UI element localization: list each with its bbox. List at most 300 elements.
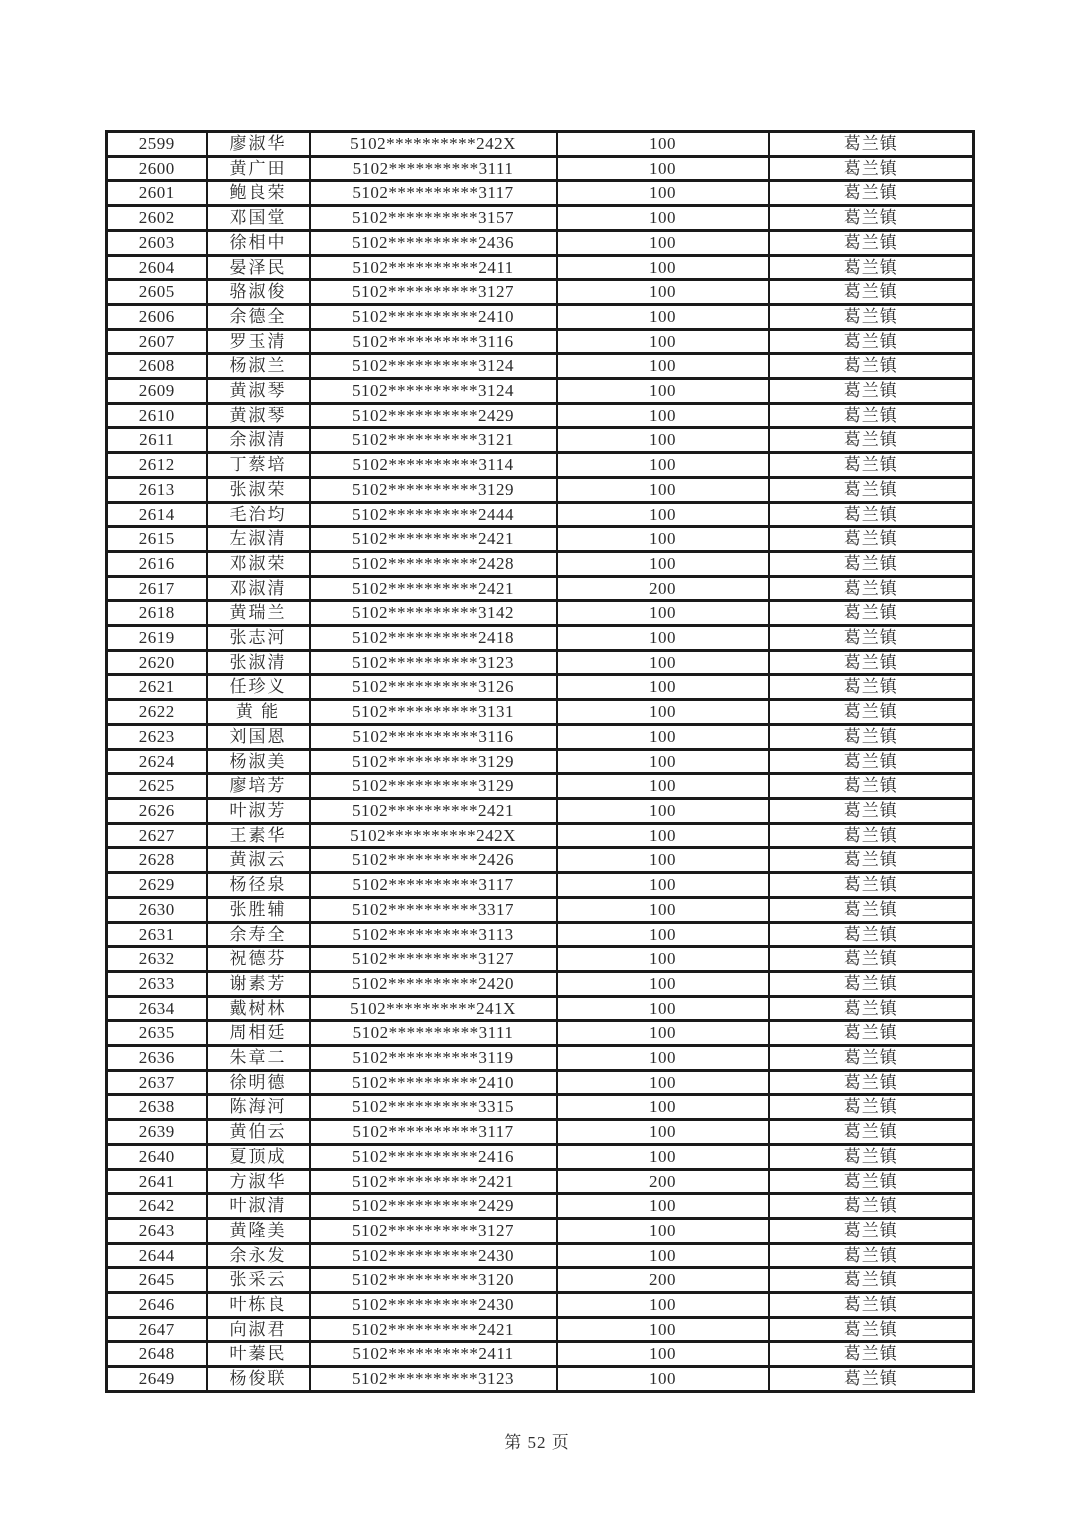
cell-serial_number: 2623 <box>107 724 207 749</box>
cell-id_number: 5102**********3129 <box>310 774 557 799</box>
cell-serial_number: 2614 <box>107 502 207 527</box>
cell-amount: 100 <box>557 922 769 947</box>
cell-id_number: 5102**********2411 <box>310 255 557 280</box>
table-row <box>107 156 974 181</box>
cell-amount: 100 <box>557 181 769 206</box>
cell-town: 葛兰镇 <box>769 823 974 848</box>
cell-amount: 100 <box>557 626 769 651</box>
cell-name: 黄广田 <box>207 156 310 181</box>
cell-name: 朱章二 <box>207 1046 310 1071</box>
cell-amount: 100 <box>557 601 769 626</box>
cell-town: 葛兰镇 <box>769 947 974 972</box>
cell-town: 葛兰镇 <box>769 1243 974 1268</box>
cell-id_number: 5102**********2416 <box>310 1144 557 1169</box>
cell-town: 葛兰镇 <box>769 1268 974 1293</box>
cell-amount: 100 <box>557 354 769 379</box>
cell-name: 余寿全 <box>207 922 310 947</box>
cell-name: 方淑华 <box>207 1169 310 1194</box>
cell-town: 葛兰镇 <box>769 477 974 502</box>
cell-serial_number: 2622 <box>107 700 207 725</box>
cell-amount: 100 <box>557 774 769 799</box>
cell-town: 葛兰镇 <box>769 502 974 527</box>
cell-id_number: 5102**********2421 <box>310 798 557 823</box>
cell-town: 葛兰镇 <box>769 1046 974 1071</box>
table-row <box>107 502 974 527</box>
cell-amount: 100 <box>557 947 769 972</box>
cell-id_number: 5102**********3124 <box>310 379 557 404</box>
cell-name: 黄伯云 <box>207 1120 310 1145</box>
cell-id_number: 5102**********2429 <box>310 1194 557 1219</box>
cell-amount: 100 <box>557 255 769 280</box>
cell-amount: 100 <box>557 379 769 404</box>
cell-amount: 200 <box>557 576 769 601</box>
cell-name: 黄瑞兰 <box>207 601 310 626</box>
table-row <box>107 551 974 576</box>
cell-serial_number: 2641 <box>107 1169 207 1194</box>
cell-town: 葛兰镇 <box>769 873 974 898</box>
cell-town: 葛兰镇 <box>769 1021 974 1046</box>
cell-amount: 200 <box>557 1169 769 1194</box>
table-row <box>107 922 974 947</box>
cell-id_number: 5102**********2410 <box>310 304 557 329</box>
cell-town: 葛兰镇 <box>769 749 974 774</box>
cell-town: 葛兰镇 <box>769 1317 974 1342</box>
cell-amount: 100 <box>557 1194 769 1219</box>
cell-amount: 100 <box>557 749 769 774</box>
table-row <box>107 132 974 157</box>
cell-id_number: 5102**********3317 <box>310 897 557 922</box>
cell-id_number: 5102**********3116 <box>310 329 557 354</box>
cell-serial_number: 2631 <box>107 922 207 947</box>
table-row <box>107 1293 974 1318</box>
table-row <box>107 527 974 552</box>
cell-amount: 100 <box>557 230 769 255</box>
cell-town: 葛兰镇 <box>769 576 974 601</box>
table-row <box>107 601 974 626</box>
cell-town: 葛兰镇 <box>769 922 974 947</box>
table-row <box>107 1070 974 1095</box>
table-row <box>107 206 974 231</box>
cell-id_number: 5102**********2426 <box>310 848 557 873</box>
cell-town: 葛兰镇 <box>769 304 974 329</box>
table-row <box>107 823 974 848</box>
cell-town: 葛兰镇 <box>769 354 974 379</box>
table-row <box>107 379 974 404</box>
cell-id_number: 5102**********3129 <box>310 749 557 774</box>
cell-name: 余永发 <box>207 1243 310 1268</box>
cell-id_number: 5102**********2428 <box>310 551 557 576</box>
cell-amount: 100 <box>557 206 769 231</box>
table-row <box>107 971 974 996</box>
cell-amount: 100 <box>557 280 769 305</box>
cell-amount: 100 <box>557 996 769 1021</box>
cell-serial_number: 2628 <box>107 848 207 873</box>
table-row <box>107 280 974 305</box>
cell-town: 葛兰镇 <box>769 1120 974 1145</box>
cell-serial_number: 2644 <box>107 1243 207 1268</box>
cell-name: 陈海河 <box>207 1095 310 1120</box>
cell-amount: 100 <box>557 329 769 354</box>
cell-serial_number: 2640 <box>107 1144 207 1169</box>
table-row <box>107 576 974 601</box>
cell-amount: 100 <box>557 848 769 873</box>
table-row <box>107 700 974 725</box>
cell-town: 葛兰镇 <box>769 1194 974 1219</box>
cell-serial_number: 2634 <box>107 996 207 1021</box>
cell-id_number: 5102**********3114 <box>310 453 557 478</box>
cell-town: 葛兰镇 <box>769 798 974 823</box>
cell-id_number: 5102**********2410 <box>310 1070 557 1095</box>
cell-name: 叶栋良 <box>207 1293 310 1318</box>
table-row <box>107 1268 974 1293</box>
cell-town: 葛兰镇 <box>769 230 974 255</box>
cell-name: 叶蓁民 <box>207 1342 310 1367</box>
cell-serial_number: 2616 <box>107 551 207 576</box>
cell-id_number: 5102**********3121 <box>310 428 557 453</box>
cell-amount: 100 <box>557 1317 769 1342</box>
cell-name: 向淑君 <box>207 1317 310 1342</box>
cell-id_number: 5102**********2411 <box>310 1342 557 1367</box>
cell-name: 张采云 <box>207 1268 310 1293</box>
cell-name: 黄隆美 <box>207 1218 310 1243</box>
cell-id_number: 5102**********3119 <box>310 1046 557 1071</box>
cell-id_number: 5102**********242X <box>310 132 557 157</box>
cell-serial_number: 2638 <box>107 1095 207 1120</box>
cell-serial_number: 2629 <box>107 873 207 898</box>
cell-town: 葛兰镇 <box>769 971 974 996</box>
table-row <box>107 996 974 1021</box>
cell-id_number: 5102**********3124 <box>310 354 557 379</box>
cell-id_number: 5102**********3120 <box>310 1268 557 1293</box>
table-row <box>107 798 974 823</box>
table-row <box>107 724 974 749</box>
cell-serial_number: 2647 <box>107 1317 207 1342</box>
cell-name: 黄 能 <box>207 700 310 725</box>
cell-serial_number: 2612 <box>107 453 207 478</box>
cell-id_number: 5102**********2430 <box>310 1293 557 1318</box>
beneficiary-table <box>105 130 975 1393</box>
cell-id_number: 5102**********2436 <box>310 230 557 255</box>
table-row <box>107 1095 974 1120</box>
cell-name: 黄淑琴 <box>207 403 310 428</box>
cell-id_number: 5102**********3123 <box>310 650 557 675</box>
cell-serial_number: 2648 <box>107 1342 207 1367</box>
cell-name: 黄淑云 <box>207 848 310 873</box>
cell-amount: 100 <box>557 1070 769 1095</box>
cell-name: 廖淑华 <box>207 132 310 157</box>
cell-town: 葛兰镇 <box>769 551 974 576</box>
table-row <box>107 1243 974 1268</box>
cell-name: 王素华 <box>207 823 310 848</box>
cell-amount: 100 <box>557 675 769 700</box>
cell-name: 张淑荣 <box>207 477 310 502</box>
cell-id_number: 5102**********241X <box>310 996 557 1021</box>
cell-amount: 100 <box>557 1120 769 1145</box>
cell-serial_number: 2637 <box>107 1070 207 1095</box>
table-row <box>107 230 974 255</box>
cell-town: 葛兰镇 <box>769 1070 974 1095</box>
cell-name: 余淑清 <box>207 428 310 453</box>
cell-town: 葛兰镇 <box>769 996 974 1021</box>
cell-town: 葛兰镇 <box>769 453 974 478</box>
cell-serial_number: 2635 <box>107 1021 207 1046</box>
cell-serial_number: 2613 <box>107 477 207 502</box>
cell-serial_number: 2626 <box>107 798 207 823</box>
cell-name: 戴树林 <box>207 996 310 1021</box>
cell-amount: 100 <box>557 132 769 157</box>
cell-town: 葛兰镇 <box>769 724 974 749</box>
cell-name: 张志河 <box>207 626 310 651</box>
cell-serial_number: 2633 <box>107 971 207 996</box>
cell-name: 杨俊联 <box>207 1367 310 1392</box>
cell-town: 葛兰镇 <box>769 132 974 157</box>
cell-name: 周相廷 <box>207 1021 310 1046</box>
cell-name: 鲍良荣 <box>207 181 310 206</box>
cell-amount: 100 <box>557 1144 769 1169</box>
cell-amount: 100 <box>557 527 769 552</box>
cell-name: 杨径泉 <box>207 873 310 898</box>
cell-id_number: 5102**********2444 <box>310 502 557 527</box>
cell-amount: 100 <box>557 700 769 725</box>
cell-amount: 100 <box>557 1367 769 1392</box>
cell-name: 任珍义 <box>207 675 310 700</box>
cell-serial_number: 2606 <box>107 304 207 329</box>
cell-id_number: 5102**********3111 <box>310 156 557 181</box>
cell-town: 葛兰镇 <box>769 774 974 799</box>
cell-id_number: 5102**********2421 <box>310 1317 557 1342</box>
cell-id_number: 5102**********3131 <box>310 700 557 725</box>
cell-name: 黄淑琴 <box>207 379 310 404</box>
table-row <box>107 897 974 922</box>
table-row <box>107 181 974 206</box>
table-row <box>107 947 974 972</box>
table-row <box>107 255 974 280</box>
cell-serial_number: 2607 <box>107 329 207 354</box>
cell-town: 葛兰镇 <box>769 1169 974 1194</box>
cell-serial_number: 2645 <box>107 1268 207 1293</box>
cell-id_number: 5102**********3111 <box>310 1021 557 1046</box>
cell-serial_number: 2604 <box>107 255 207 280</box>
cell-name: 杨淑美 <box>207 749 310 774</box>
cell-id_number: 5102**********3127 <box>310 1218 557 1243</box>
cell-town: 葛兰镇 <box>769 206 974 231</box>
cell-amount: 200 <box>557 1268 769 1293</box>
cell-name: 晏泽民 <box>207 255 310 280</box>
cell-id_number: 5102**********3315 <box>310 1095 557 1120</box>
cell-serial_number: 2600 <box>107 156 207 181</box>
cell-serial_number: 2642 <box>107 1194 207 1219</box>
cell-serial_number: 2627 <box>107 823 207 848</box>
cell-serial_number: 2639 <box>107 1120 207 1145</box>
cell-name: 毛治均 <box>207 502 310 527</box>
cell-name: 左淑清 <box>207 527 310 552</box>
cell-serial_number: 2643 <box>107 1218 207 1243</box>
cell-name: 罗玉清 <box>207 329 310 354</box>
cell-name: 谢素芳 <box>207 971 310 996</box>
cell-name: 邓淑荣 <box>207 551 310 576</box>
cell-id_number: 5102**********3117 <box>310 873 557 898</box>
cell-serial_number: 2618 <box>107 601 207 626</box>
table-row <box>107 1144 974 1169</box>
cell-serial_number: 2608 <box>107 354 207 379</box>
cell-town: 葛兰镇 <box>769 1218 974 1243</box>
cell-town: 葛兰镇 <box>769 428 974 453</box>
table-row <box>107 354 974 379</box>
cell-town: 葛兰镇 <box>769 280 974 305</box>
cell-town: 葛兰镇 <box>769 601 974 626</box>
cell-town: 葛兰镇 <box>769 675 974 700</box>
table-row <box>107 1194 974 1219</box>
cell-name: 丁蔡培 <box>207 453 310 478</box>
cell-name: 张胜辅 <box>207 897 310 922</box>
cell-name: 余德全 <box>207 304 310 329</box>
cell-id_number: 5102**********2420 <box>310 971 557 996</box>
cell-name: 邓淑清 <box>207 576 310 601</box>
cell-name: 骆淑俊 <box>207 280 310 305</box>
cell-id_number: 5102**********3157 <box>310 206 557 231</box>
table-row <box>107 428 974 453</box>
cell-town: 葛兰镇 <box>769 700 974 725</box>
cell-amount: 100 <box>557 798 769 823</box>
cell-amount: 100 <box>557 156 769 181</box>
cell-town: 葛兰镇 <box>769 403 974 428</box>
cell-town: 葛兰镇 <box>769 1293 974 1318</box>
table-row <box>107 1218 974 1243</box>
table-row <box>107 749 974 774</box>
cell-serial_number: 2617 <box>107 576 207 601</box>
cell-id_number: 5102**********3127 <box>310 280 557 305</box>
cell-name: 徐明德 <box>207 1070 310 1095</box>
cell-town: 葛兰镇 <box>769 329 974 354</box>
cell-amount: 100 <box>557 428 769 453</box>
cell-id_number: 5102**********3123 <box>310 1367 557 1392</box>
cell-id_number: 5102**********2418 <box>310 626 557 651</box>
cell-amount: 100 <box>557 823 769 848</box>
cell-amount: 100 <box>557 1095 769 1120</box>
cell-serial_number: 2610 <box>107 403 207 428</box>
cell-town: 葛兰镇 <box>769 897 974 922</box>
table-row <box>107 1367 974 1392</box>
cell-id_number: 5102**********242X <box>310 823 557 848</box>
cell-town: 葛兰镇 <box>769 181 974 206</box>
cell-id_number: 5102**********2430 <box>310 1243 557 1268</box>
table-row <box>107 1046 974 1071</box>
cell-serial_number: 2636 <box>107 1046 207 1071</box>
cell-name: 杨淑兰 <box>207 354 310 379</box>
cell-serial_number: 2624 <box>107 749 207 774</box>
cell-amount: 100 <box>557 650 769 675</box>
table-row <box>107 848 974 873</box>
cell-id_number: 5102**********3129 <box>310 477 557 502</box>
cell-amount: 100 <box>557 724 769 749</box>
cell-id_number: 5102**********3126 <box>310 675 557 700</box>
cell-name: 夏顶成 <box>207 1144 310 1169</box>
table-row <box>107 675 974 700</box>
cell-serial_number: 2646 <box>107 1293 207 1318</box>
cell-town: 葛兰镇 <box>769 848 974 873</box>
cell-town: 葛兰镇 <box>769 626 974 651</box>
cell-town: 葛兰镇 <box>769 650 974 675</box>
page-footer <box>0 1428 1074 1453</box>
table-row <box>107 453 974 478</box>
cell-serial_number: 2605 <box>107 280 207 305</box>
table-row <box>107 1169 974 1194</box>
cell-serial_number: 2611 <box>107 428 207 453</box>
cell-town: 葛兰镇 <box>769 1367 974 1392</box>
table-row <box>107 774 974 799</box>
cell-amount: 100 <box>557 1021 769 1046</box>
cell-amount: 100 <box>557 1046 769 1071</box>
cell-town: 葛兰镇 <box>769 156 974 181</box>
cell-amount: 100 <box>557 477 769 502</box>
table-row <box>107 477 974 502</box>
cell-town: 葛兰镇 <box>769 255 974 280</box>
table-row <box>107 626 974 651</box>
cell-town: 葛兰镇 <box>769 1095 974 1120</box>
cell-serial_number: 2601 <box>107 181 207 206</box>
cell-id_number: 5102**********3142 <box>310 601 557 626</box>
cell-id_number: 5102**********3117 <box>310 181 557 206</box>
cell-id_number: 5102**********2421 <box>310 576 557 601</box>
cell-amount: 100 <box>557 873 769 898</box>
cell-amount: 100 <box>557 551 769 576</box>
cell-serial_number: 2630 <box>107 897 207 922</box>
cell-serial_number: 2619 <box>107 626 207 651</box>
cell-name: 叶淑清 <box>207 1194 310 1219</box>
cell-serial_number: 2609 <box>107 379 207 404</box>
cell-id_number: 5102**********2421 <box>310 1169 557 1194</box>
table-row <box>107 650 974 675</box>
cell-name: 徐相中 <box>207 230 310 255</box>
cell-town: 葛兰镇 <box>769 1342 974 1367</box>
cell-town: 葛兰镇 <box>769 1144 974 1169</box>
cell-id_number: 5102**********3116 <box>310 724 557 749</box>
cell-name: 张淑清 <box>207 650 310 675</box>
cell-id_number: 5102**********3113 <box>310 922 557 947</box>
cell-amount: 100 <box>557 971 769 996</box>
cell-name: 廖培芳 <box>207 774 310 799</box>
table-row <box>107 329 974 354</box>
table-row <box>107 1342 974 1367</box>
cell-amount: 100 <box>557 1243 769 1268</box>
cell-town: 葛兰镇 <box>769 379 974 404</box>
page-number-label: 第 52 页 <box>504 1433 570 1452</box>
cell-amount: 100 <box>557 304 769 329</box>
cell-amount: 100 <box>557 1342 769 1367</box>
cell-id_number: 5102**********3117 <box>310 1120 557 1145</box>
table-body <box>107 132 974 1392</box>
cell-amount: 100 <box>557 453 769 478</box>
cell-id_number: 5102**********2429 <box>310 403 557 428</box>
cell-amount: 100 <box>557 897 769 922</box>
cell-name: 刘国恩 <box>207 724 310 749</box>
cell-serial_number: 2649 <box>107 1367 207 1392</box>
cell-amount: 100 <box>557 502 769 527</box>
cell-serial_number: 2620 <box>107 650 207 675</box>
cell-town: 葛兰镇 <box>769 527 974 552</box>
cell-id_number: 5102**********2421 <box>310 527 557 552</box>
table-row <box>107 304 974 329</box>
cell-amount: 100 <box>557 1293 769 1318</box>
cell-name: 叶淑芳 <box>207 798 310 823</box>
cell-serial_number: 2625 <box>107 774 207 799</box>
cell-serial_number: 2632 <box>107 947 207 972</box>
cell-serial_number: 2615 <box>107 527 207 552</box>
cell-serial_number: 2602 <box>107 206 207 231</box>
cell-serial_number: 2599 <box>107 132 207 157</box>
table-row <box>107 873 974 898</box>
table-row <box>107 1120 974 1145</box>
